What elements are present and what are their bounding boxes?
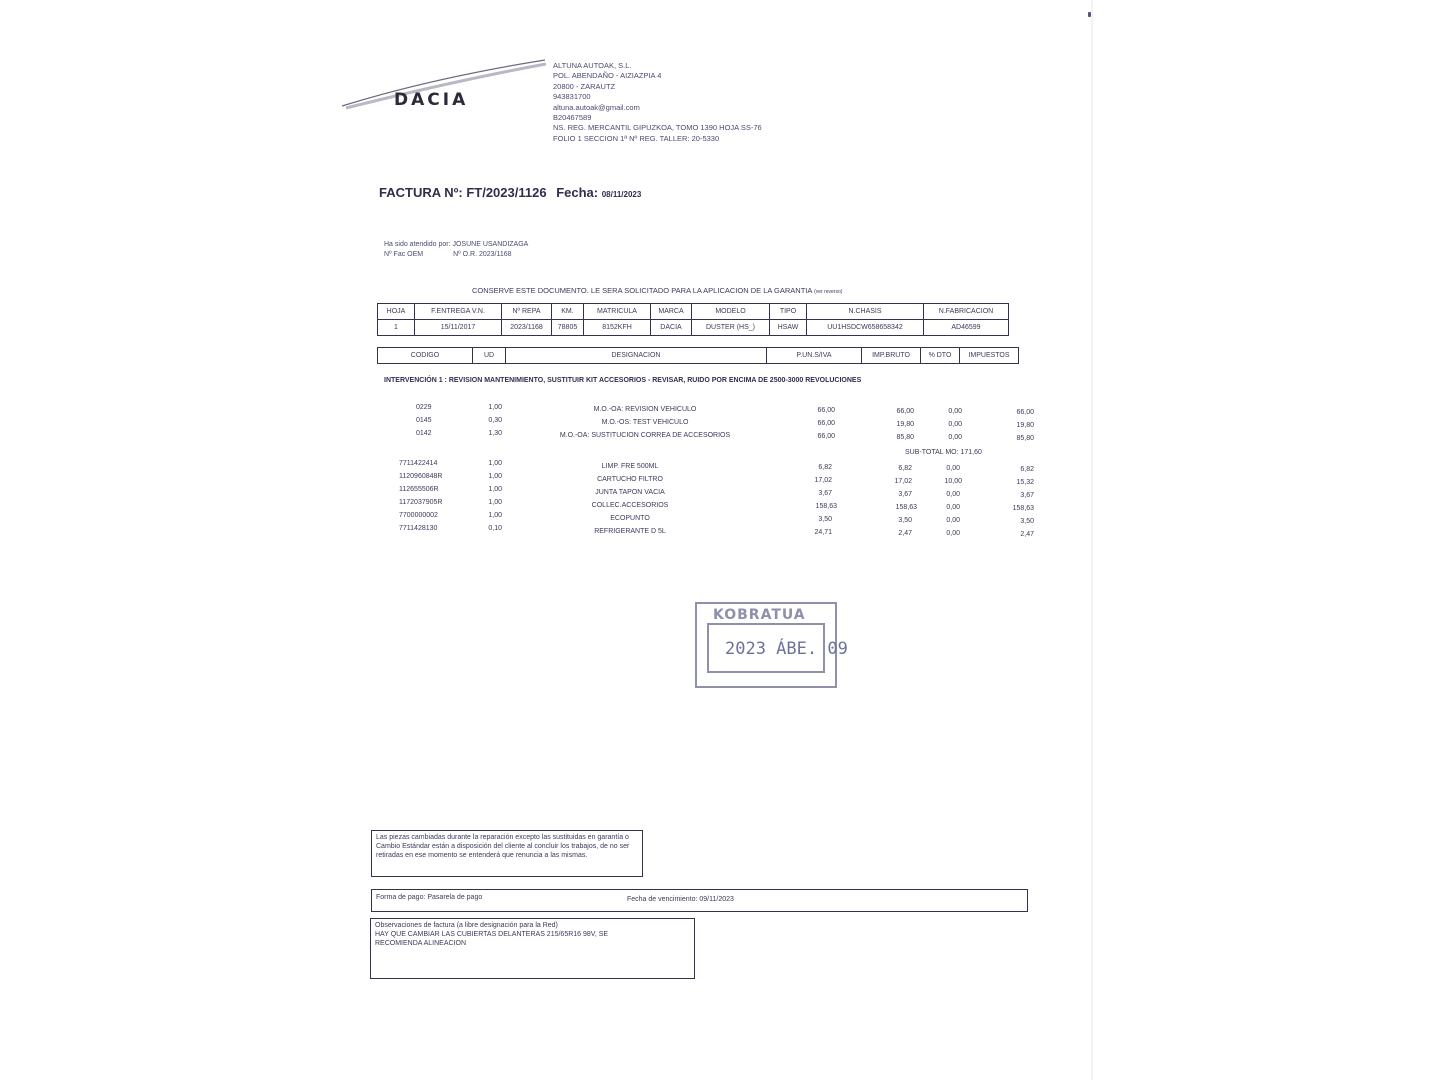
line-ud: 1,00 bbox=[488, 404, 502, 411]
line-price: 3,50 bbox=[818, 516, 832, 523]
line-code: 0229 bbox=[416, 404, 432, 411]
vehicle-table bbox=[377, 303, 1009, 336]
parts-notice-box: Las piezas cambiadas durante la reparación excepto las sustituidas en garantía o Cambio Estándar están a disposición del cliente al concluir los trabajos, de no ser retiradas en ese momento se entenderá que renuncia a las mismas. bbox=[371, 830, 643, 877]
lines-header-cell: IMP.BRUTO bbox=[862, 348, 921, 364]
conserve-text: CONSERVE ESTE DOCUMENTO. LE SERA SOLICITADO PARA LA APLICACION DE LA GARANTIA bbox=[472, 286, 812, 295]
vehicle-header-cell: MODELO bbox=[692, 304, 770, 320]
conserve-small: (ver reverso) bbox=[814, 289, 843, 295]
observations-text: RECOMIENDA ALINEACION bbox=[375, 940, 467, 947]
line-dto: 0,00 bbox=[946, 517, 960, 524]
line-dto: 0,00 bbox=[946, 504, 960, 511]
observations-box bbox=[370, 918, 695, 979]
dacia-logo: DACIA bbox=[394, 90, 469, 110]
line-desc: M.O.-OA: REVISION VEHICULO bbox=[593, 406, 697, 413]
company-line: ALTUNA AUTOAK, S.L. bbox=[553, 61, 632, 70]
company-line: 943831700 bbox=[553, 92, 591, 102]
line-gross: 66,00 bbox=[896, 408, 914, 415]
invoice-date: 08/11/2023 bbox=[601, 190, 642, 199]
invoice-number: FT/2023/1126 bbox=[466, 185, 547, 200]
subtotal-value: 171,60 bbox=[960, 449, 982, 456]
company-line: POL. ABENDAÑO - AIZIAZPIA 4 bbox=[553, 71, 662, 81]
line-gross: 6,82 bbox=[898, 465, 912, 472]
vehicle-cell: AD46599 bbox=[924, 320, 1009, 336]
line-ud: 1,00 bbox=[488, 486, 502, 493]
line-tax: 15,32 bbox=[1016, 479, 1034, 486]
line-desc: LIMP. FRE 500ML bbox=[601, 463, 659, 470]
line-ud: 0,10 bbox=[488, 525, 502, 532]
line-desc: COLLEC.ACCESORIOS bbox=[591, 502, 669, 509]
line-dto: 0,00 bbox=[948, 421, 962, 428]
vehicle-cell: 78805 bbox=[552, 320, 584, 336]
lines-header-cell: UD bbox=[473, 348, 506, 364]
vehicle-cell: 8152KFH bbox=[584, 320, 651, 336]
vehicle-cell: 15/11/2017 bbox=[415, 320, 502, 336]
line-gross: 158,63 bbox=[895, 504, 917, 511]
paid-stamp bbox=[695, 602, 848, 688]
vehicle-cell: 1 bbox=[378, 320, 415, 336]
line-tax: 85,80 bbox=[1016, 435, 1034, 442]
lines-header-cell: IMPUESTOS bbox=[960, 348, 1019, 364]
line-gross: 2,47 bbox=[898, 530, 912, 537]
vehicle-cell: DUSTER (HS_) bbox=[692, 320, 770, 336]
line-ud: 1,00 bbox=[488, 460, 502, 467]
invoice-label: FACTURA Nº: bbox=[379, 185, 463, 200]
vehicle-header-cell: HOJA bbox=[378, 304, 415, 320]
line-desc: ECOPUNTO bbox=[610, 515, 650, 522]
vehicle-header-cell: KM. bbox=[552, 304, 584, 320]
company-line: B20467589 bbox=[553, 112, 592, 122]
vehicle-data-row bbox=[378, 320, 1009, 336]
line-price: 158,63 bbox=[815, 503, 837, 510]
conserve-notice bbox=[472, 286, 842, 295]
line-gross: 3,50 bbox=[898, 517, 912, 524]
subtotal-mo bbox=[905, 449, 982, 456]
fac-oem-label: Nº Fac OEM bbox=[384, 250, 424, 258]
vehicle-cell: HSAW bbox=[770, 320, 807, 336]
line-ud: 1,00 bbox=[488, 512, 502, 519]
attended-by: Ha sido atendido por: JOSUNE USANDIZAGA bbox=[384, 241, 529, 248]
line-ud: 1,00 bbox=[488, 473, 502, 480]
company-line: altuna.autoak@gmail.com bbox=[553, 102, 640, 112]
stamp-inner-frame bbox=[707, 623, 848, 673]
line-desc: REFRIGERANTE D 5L bbox=[594, 528, 666, 535]
lines-header-cell: % DTO bbox=[921, 348, 960, 364]
line-tax: 6,82 bbox=[1020, 466, 1034, 473]
vehicle-header-cell: TIPO bbox=[770, 304, 807, 320]
stamp-date: 2023 ÁBE. 09 bbox=[725, 639, 848, 659]
line-desc: CARTUCHO FILTRO bbox=[597, 476, 663, 483]
vehicle-cell: 2023/1168 bbox=[502, 320, 552, 336]
line-dto: 0,00 bbox=[948, 408, 962, 415]
lines-header-cell: DESIGNACION bbox=[506, 348, 767, 364]
line-dto: 0,00 bbox=[946, 491, 960, 498]
stamp-title: KOBRATUA bbox=[713, 607, 806, 623]
line-tax: 3,50 bbox=[1020, 518, 1034, 525]
line-code: 7700000002 bbox=[399, 512, 438, 519]
line-code: 0142 bbox=[416, 430, 432, 437]
lines-header-cell: P.UN.S/IVA bbox=[767, 348, 862, 364]
line-desc: M.O.-OA: SUSTITUCION CORREA DE ACCESORIOS bbox=[559, 432, 731, 439]
invoice-date-label: Fecha: bbox=[556, 185, 599, 200]
scan-mark bbox=[1088, 12, 1091, 17]
scan-edge bbox=[1091, 0, 1093, 1080]
line-gross: 85,80 bbox=[896, 434, 914, 441]
line-price: 6,82 bbox=[818, 464, 832, 471]
payment-due: Fecha de vencimiento: 09/11/2023 bbox=[627, 896, 734, 903]
lines-header-row bbox=[378, 348, 1019, 364]
vehicle-header-cell: Nº REPA bbox=[502, 304, 552, 320]
line-price: 24,71 bbox=[814, 529, 832, 536]
line-tax: 66,00 bbox=[1016, 409, 1034, 416]
payment-form: Forma de pago: Pasarela de pago bbox=[376, 894, 483, 901]
lines-header-cell: CODIGO bbox=[378, 348, 473, 364]
vehicle-header-cell: MATRICULA bbox=[584, 304, 651, 320]
subtotal-label: SUB-TOTAL MO: bbox=[905, 449, 959, 456]
invoice-title bbox=[379, 185, 641, 200]
vehicle-cell: DACIA bbox=[651, 320, 692, 336]
line-dto: 10,00 bbox=[944, 478, 962, 485]
line-price: 3,67 bbox=[818, 490, 832, 497]
line-gross: 17,02 bbox=[894, 478, 912, 485]
line-price: 66,00 bbox=[817, 407, 835, 414]
line-dto: 0,00 bbox=[948, 434, 962, 441]
line-ud: 1,00 bbox=[488, 499, 502, 506]
vehicle-header-cell: F.ENTREGA V.N. bbox=[415, 304, 502, 320]
line-dto: 0,00 bbox=[946, 530, 960, 537]
line-dto: 0,00 bbox=[946, 465, 960, 472]
line-tax: 158,63 bbox=[1012, 505, 1034, 512]
line-gross: 19,80 bbox=[896, 421, 914, 428]
line-desc: M.O.-OS: TEST VEHICULO bbox=[601, 419, 689, 426]
line-code: 0145 bbox=[416, 417, 432, 424]
company-line: 20800 - ZARAUTZ bbox=[553, 81, 616, 91]
line-gross: 3,67 bbox=[898, 491, 912, 498]
vehicle-cell: UU1HSDCW658658342 bbox=[807, 320, 924, 336]
line-tax: 2,47 bbox=[1020, 531, 1034, 538]
payment-box bbox=[371, 889, 1028, 912]
company-line: NS. REG. MERCANTIL GIPUZKOA, TOMO 1390 HOJA SS-76 bbox=[553, 123, 762, 133]
line-tax: 19,80 bbox=[1016, 422, 1034, 429]
line-code: 112655506R bbox=[399, 486, 439, 493]
line-desc: JUNTA TAPON VACIA bbox=[595, 489, 665, 496]
company-info bbox=[553, 61, 762, 144]
line-code: 7711422414 bbox=[399, 460, 438, 467]
attended-block bbox=[384, 240, 528, 259]
lines-header-table bbox=[377, 347, 1019, 364]
vehicle-header-cell: MARCA bbox=[651, 304, 692, 320]
company-line: FOLIO 1 SECCION 1ª Nº REG. TALLER: 20-5330 bbox=[553, 133, 720, 143]
line-code: 1120960848R bbox=[399, 473, 443, 480]
observations-text: HAY QUE CAMBIAR LAS CUBIERTAS DELANTERAS 215/65R16 98V, SE bbox=[375, 931, 609, 938]
line-code: 1172037905R bbox=[399, 499, 443, 506]
line-price: 66,00 bbox=[817, 420, 835, 427]
vehicle-header-cell: N.CHASIS bbox=[807, 304, 924, 320]
line-code: 7711428130 bbox=[399, 525, 438, 532]
line-ud: 1,30 bbox=[488, 430, 502, 437]
vehicle-header-row bbox=[378, 304, 1009, 320]
line-price: 17,02 bbox=[814, 477, 832, 484]
or-number: Nº O.R. 2023/1168 bbox=[453, 250, 512, 258]
line-ud: 0,30 bbox=[488, 417, 502, 424]
line-price: 66,00 bbox=[817, 433, 835, 440]
line-tax: 3,67 bbox=[1020, 492, 1034, 499]
intervention-title: INTERVENCIÓN 1 : REVISION MANTENIMIENTO, SUSTITUIR KIT ACCESORIOS - REVISAR, RUIDO POR ENCIMA DE 2500-3000 REVOLUCIONES bbox=[384, 377, 862, 384]
vehicle-header-cell: N.FABRICACION bbox=[924, 304, 1009, 320]
observations-label: Observaciones de factura (a libre designación para la Red) bbox=[375, 922, 558, 929]
